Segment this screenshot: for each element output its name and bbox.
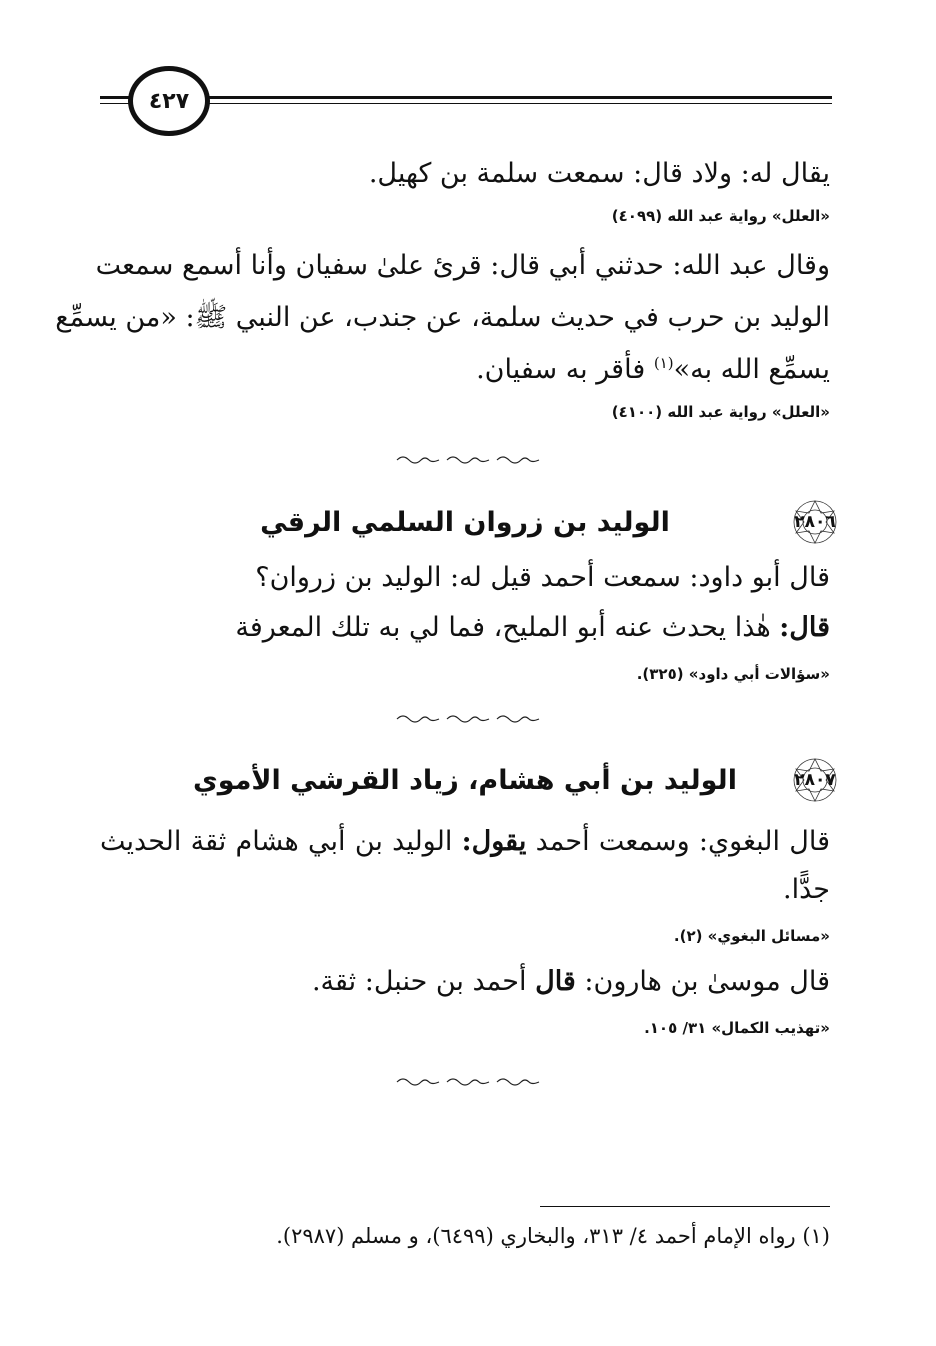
text-line — [100, 962, 830, 1002]
text-line: يقال له: ولاد قال: سمعت سلمة بن كهيل. — [368, 158, 830, 189]
source-citation: «العلل» رواية عبد الله (٤٠٩٩) — [611, 207, 830, 225]
source-citation: «مسائل البغوي» (٢). — [673, 927, 830, 945]
header-rule-right-thin — [204, 103, 832, 104]
ornament-divider — [0, 453, 936, 467]
bold-phrase: يقول: — [461, 826, 527, 857]
ornament-divider — [0, 1075, 936, 1089]
source-citation: «سؤالات أبي داود» (٣٢٥). — [636, 665, 830, 683]
bold-phrase: قال: — [779, 612, 830, 643]
text-line — [100, 822, 830, 862]
text-line: الوليد بن حرب في حديث سلمة، عن جندب، عن النبي ﷺ: «من يسمِّع — [55, 302, 830, 333]
text-continuation: الوليد بن أبي هشام ثقة الحديث — [100, 826, 462, 857]
ornament-divider-icon — [393, 1075, 543, 1089]
ornament-divider-icon — [393, 453, 543, 467]
footnote-text: رواه الإمام أحمد ٤/ ٣١٣، والبخاري (٦٤٩٩)، و مسلم (٢٩٨٧). — [276, 1224, 796, 1248]
entry-heading-2807 — [81, 756, 841, 804]
text-continuation: أحمد بن حنبل: ثقة. — [311, 966, 536, 997]
text-line: جدًّا. — [783, 874, 830, 905]
page-number-badge — [128, 66, 210, 136]
entry-number: ٢٨٠٦ — [794, 512, 836, 532]
entry-heading-2806 — [81, 498, 841, 546]
entry-number-badge — [789, 498, 841, 546]
text-continuation: فأقر به سفيان. — [476, 354, 654, 385]
page-number: ٤٢٧ — [148, 88, 190, 114]
text-continuation: هٰذا يحدث عنه أبو المليح، فما لي به تلك المعرفة — [235, 612, 780, 643]
text-line: قال أبو داود: سمعت أحمد قيل له: الوليد بن زروان؟ — [255, 562, 830, 593]
source-citation: «تهذيب الكمال» ٣١/ ١٠٥. — [644, 1019, 830, 1037]
entry-number-badge — [789, 756, 841, 804]
entry-number: ٢٨٠٧ — [794, 770, 836, 790]
entry-title: الوليد بن زروان السلمي الرقي — [260, 506, 670, 538]
entry-title: الوليد بن أبي هشام، زياد القرشي الأموي — [193, 764, 737, 796]
header-rule-right — [204, 96, 832, 99]
footnote — [100, 1218, 830, 1254]
ornament-divider-icon — [393, 712, 543, 726]
text-segment: قال موسىٰ بن هارون: — [575, 966, 830, 997]
bold-phrase: قال — [535, 966, 576, 997]
text-line — [100, 608, 830, 648]
footnote-separator — [540, 1206, 830, 1207]
ornament-divider — [0, 712, 936, 726]
quote-text: يسمِّع الله به» — [673, 354, 830, 385]
footnote-number: (١) — [802, 1224, 830, 1248]
text-segment: قال البغوي: وسمعت أحمد — [526, 826, 830, 857]
text-line: وقال عبد الله: حدثني أبي قال: قرئ علىٰ سفيان وأنا أسمع سمعت — [95, 250, 830, 281]
source-citation: «العلل» رواية عبد الله (٤١٠٠) — [611, 403, 830, 421]
footnote-marker: (١) — [653, 354, 674, 372]
text-line — [100, 350, 830, 390]
